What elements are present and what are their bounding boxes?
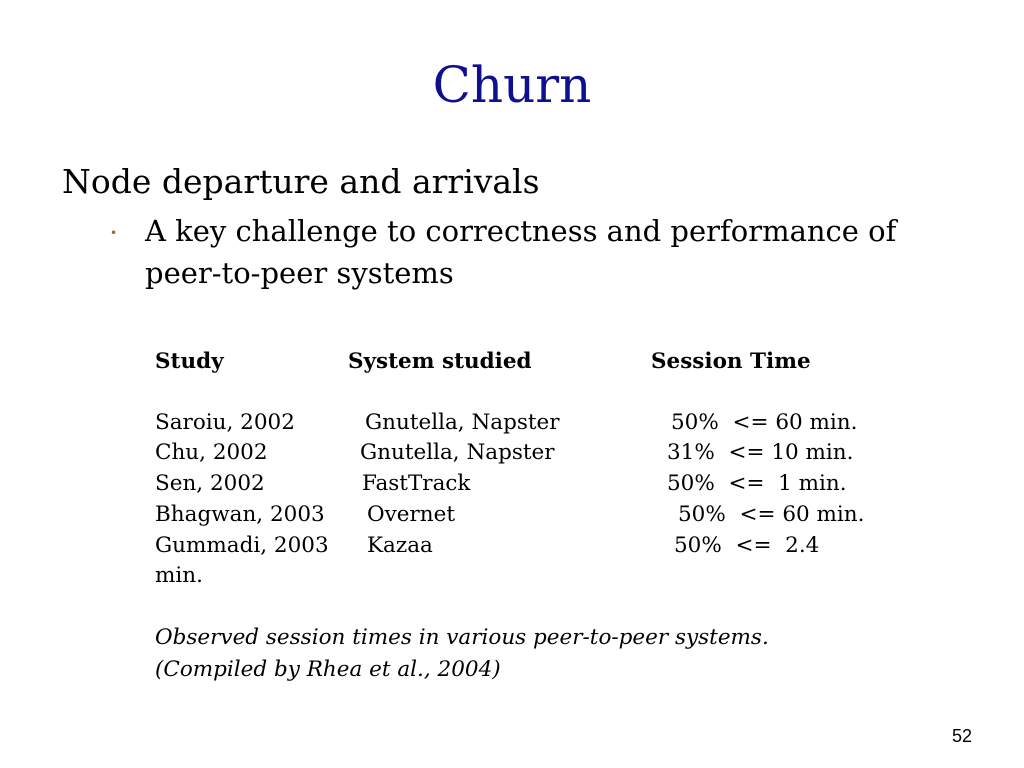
sub-bullet-text: A key challenge to correctness and performance of peer-to-peer systems — [145, 214, 897, 290]
cell-session-time: 31% <= 10 min. — [667, 440, 854, 465]
table-caption — [155, 622, 769, 686]
header-study: Study — [155, 349, 224, 374]
page-number: 52 — [951, 726, 972, 746]
table-row — [155, 408, 915, 438]
cell-study: Bhagwan, 2003 — [155, 502, 325, 527]
table-row — [155, 531, 915, 561]
cell-session-time: 50% <= 2.4 — [674, 533, 820, 558]
cell-system: Gnutella, Napster — [365, 410, 560, 435]
cell-session-time: 50% <= 60 min. — [678, 502, 865, 527]
cell-study: Sen, 2002 — [155, 471, 265, 496]
bullet-dot-icon: • — [110, 226, 118, 240]
cell-study: Gummadi, 2003 — [155, 533, 329, 558]
cell-study: Saroiu, 2002 — [155, 410, 295, 435]
main-bullet-text: Node departure and arrivals — [62, 162, 540, 201]
header-session-time: Session Time — [651, 349, 811, 374]
caption-line-2: (Compiled by Rhea et al., 2004) — [155, 657, 501, 682]
cell-study: Chu, 2002 — [155, 440, 268, 465]
cell-session-time: 50% <= 60 min. — [671, 410, 858, 435]
cell-system: Overnet — [367, 502, 455, 527]
cell-system: FastTrack — [362, 471, 471, 496]
caption-line-1: Observed session times in various peer-to-peer systems. — [155, 625, 769, 650]
header-system-studied: System studied — [348, 349, 532, 374]
cell-system: Gnutella, Napster — [360, 440, 555, 465]
cell-session-time: 50% <= 1 min. — [667, 471, 847, 496]
table-row — [155, 500, 915, 530]
table-row — [155, 469, 915, 499]
table-row-wrap — [155, 561, 915, 591]
table-row — [155, 438, 915, 468]
slide-title: Churn — [432, 56, 592, 114]
cell-system: Kazaa — [367, 533, 433, 558]
cell-wrapped-unit: min. — [155, 563, 203, 588]
